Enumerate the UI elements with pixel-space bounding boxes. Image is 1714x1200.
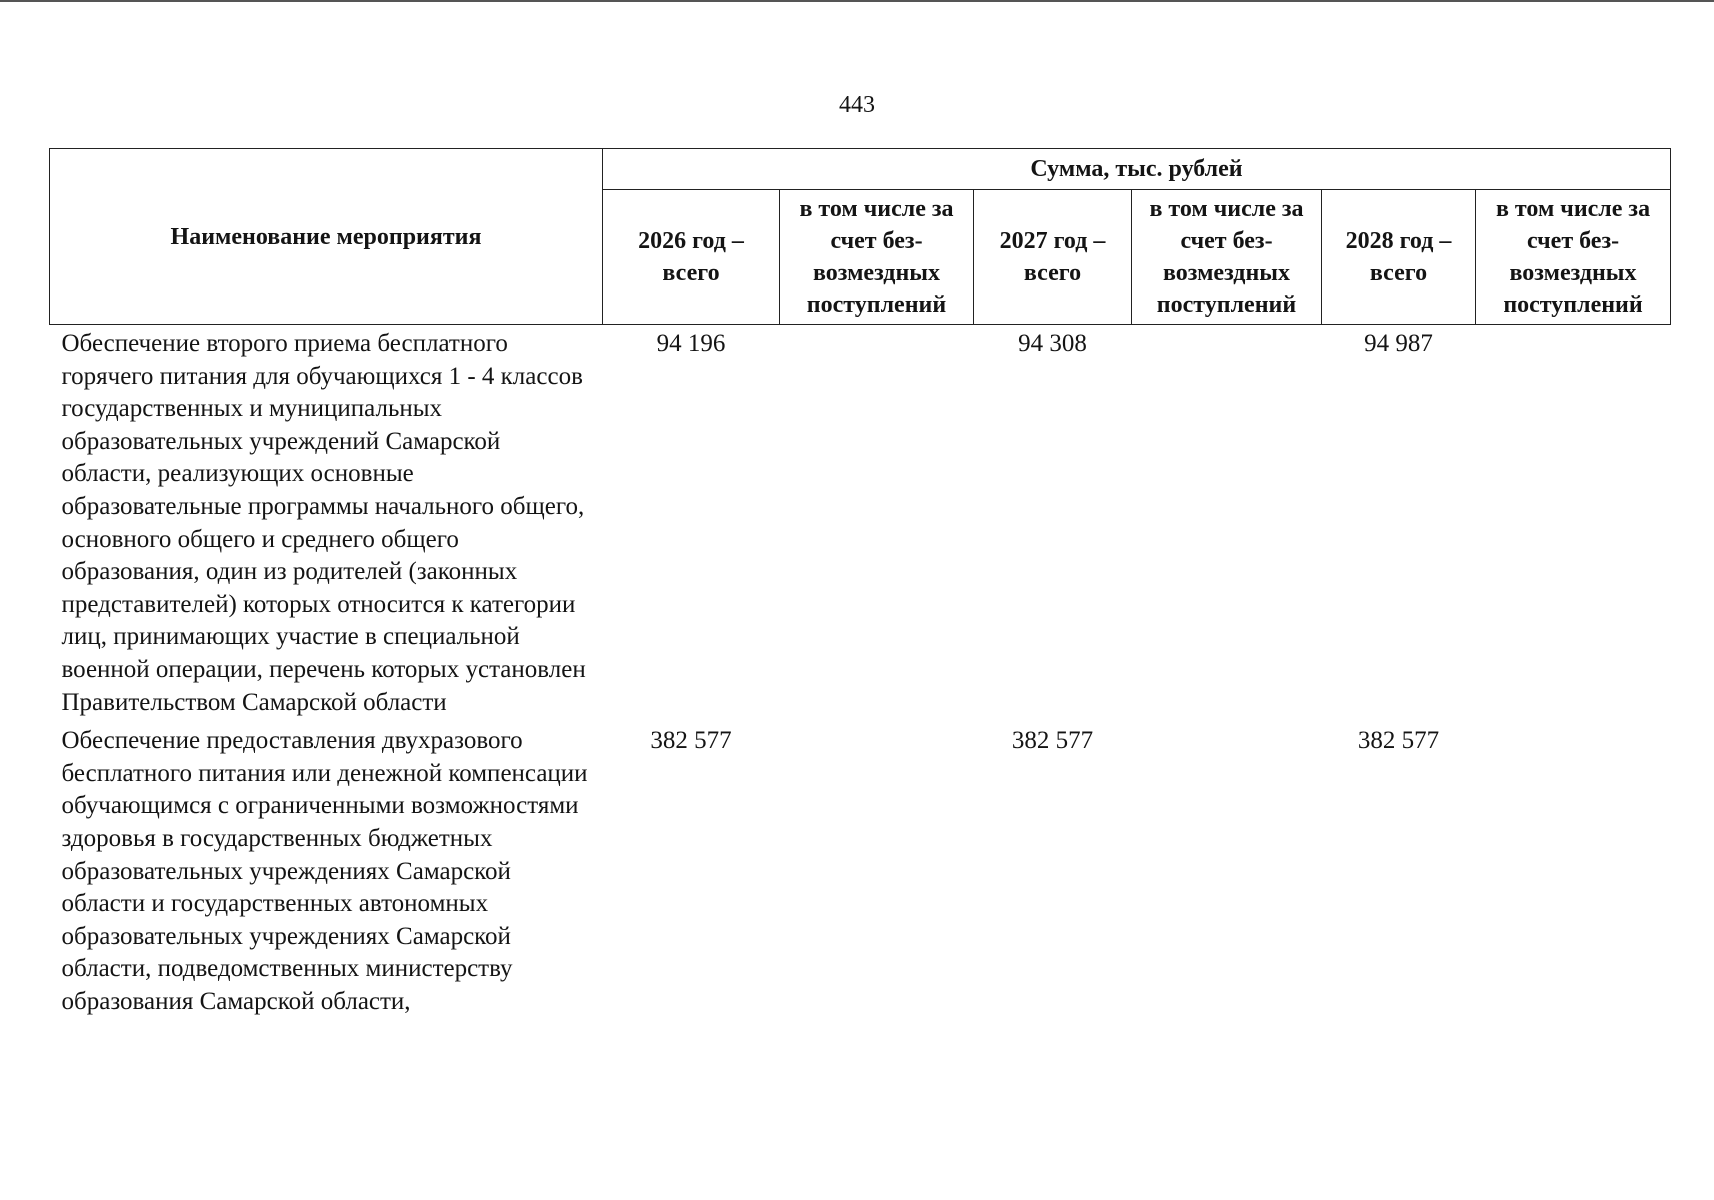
cell-2028-gratuitous bbox=[1476, 325, 1671, 723]
cell-2027-total: 94 308 bbox=[1018, 330, 1087, 357]
cell-2028-total: 94 987 bbox=[1364, 330, 1433, 357]
top-rule bbox=[0, 0, 1714, 2]
cell-2027-gratuitous bbox=[1132, 722, 1322, 1021]
row-name: Обеспечение предоставления двухразового бесплатного питания или денежной компенсации обучающимся с ограниченными возможностями здоровья в государственных бюджетных образовательных учреждениях Самарской области и государственных автономных образовательных учреждениях Самарской области, подведомственных министерству образования Самарской области, bbox=[61, 727, 588, 1015]
header-name-column: Наименование мероприятия bbox=[50, 149, 603, 325]
budget-table bbox=[49, 148, 1671, 1021]
header-2028-gratuitous: в том числе за счет без-возмездных поступлений bbox=[1476, 190, 1671, 325]
page-number: 443 bbox=[839, 92, 875, 118]
table-row bbox=[50, 325, 1671, 723]
cell-2026-total: 94 196 bbox=[656, 330, 726, 357]
header-2026-gratuitous: в том числе за счет без-возмездных поступлений bbox=[780, 190, 974, 325]
cell-2027-total: 382 577 bbox=[1011, 727, 1094, 755]
cell-2026-gratuitous bbox=[780, 722, 974, 1021]
cell-2028-total: 382 577 bbox=[1357, 727, 1440, 755]
row-name: Обеспечение второго приема бесплатного горячего питания для обучающихся 1 - 4 классов государственных и муниципальных образовательных учреждений Самарской области, реализующих основные образовательные программы начального общего, основного общего и среднего общего образования, один из родителей (законных представителей) которых относится к категории лиц, принимающих участие в специальной военной операции, перечень которых установлен Правительством Самарской области bbox=[61, 330, 586, 716]
cell-2027-gratuitous bbox=[1132, 325, 1322, 723]
header-2027-gratuitous: в том числе за счет без-возмездных поступлений bbox=[1132, 190, 1322, 325]
header-2027-total: 2027 год – всего bbox=[974, 190, 1132, 325]
header-sum-group: Сумма, тыс. рублей bbox=[603, 149, 1671, 190]
header-row-top bbox=[50, 149, 1671, 190]
cell-2028-gratuitous bbox=[1476, 722, 1671, 1021]
header-2028-total: 2028 год – всего bbox=[1322, 190, 1476, 325]
header-2026-total: 2026 год – всего bbox=[603, 190, 780, 325]
cell-2026-gratuitous bbox=[780, 325, 974, 723]
cell-2026-total: 382 577 bbox=[650, 727, 732, 755]
table-row bbox=[50, 722, 1671, 1021]
